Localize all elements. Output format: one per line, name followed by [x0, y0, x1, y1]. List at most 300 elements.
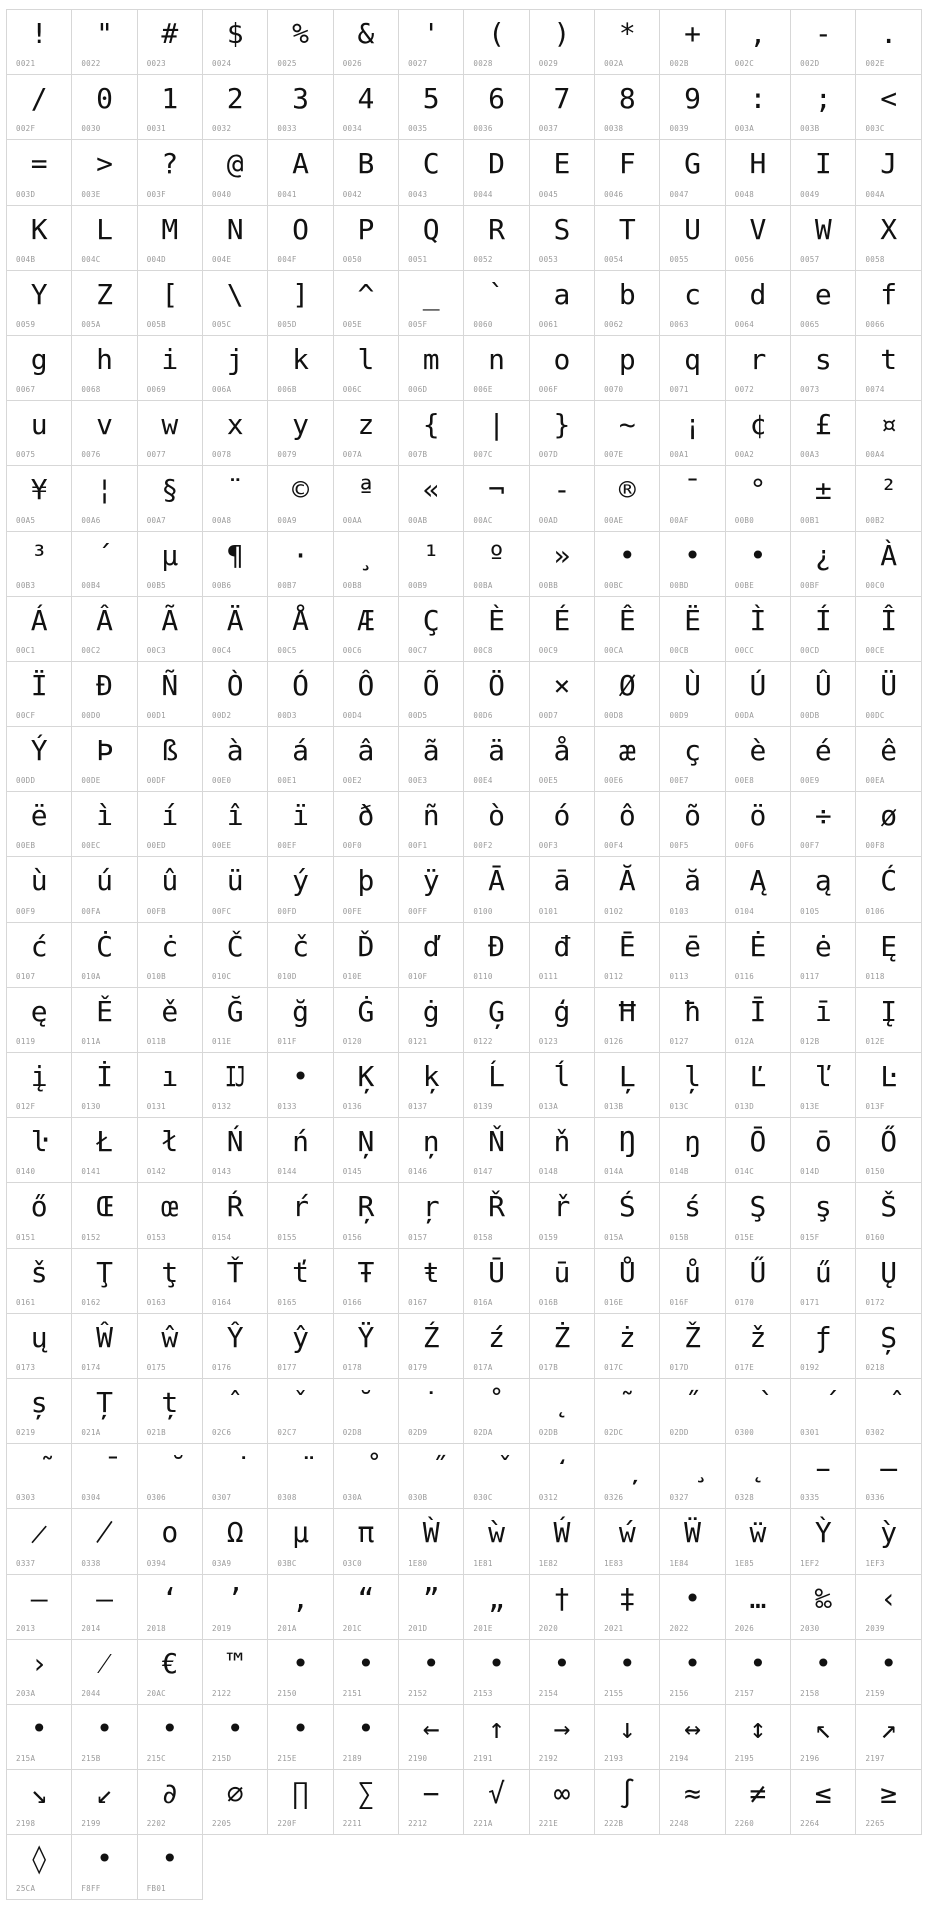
glyph-sample: ∂ [161, 1777, 179, 1811]
glyph-sample: ē [684, 929, 702, 963]
glyph-codepoint: 0022 [81, 59, 101, 69]
glyph-codepoint: 0043 [408, 189, 428, 199]
glyph-cell [72, 792, 137, 857]
glyph-sample: Ñ [161, 668, 179, 702]
glyph-cell [660, 75, 725, 140]
glyph-sample: L [96, 212, 113, 246]
glyph-sample: Ω [226, 1516, 244, 1550]
glyph-sample: 1 [161, 82, 179, 116]
glyph-codepoint: 00DD [16, 776, 36, 786]
glyph-cell [791, 401, 856, 466]
glyph-sample: ű [814, 1255, 832, 1289]
glyph-cell [660, 792, 725, 857]
glyph-codepoint: 2195 [734, 1754, 755, 1764]
glyph-codepoint: 2248 [669, 1819, 689, 1829]
glyph-codepoint: 007C [473, 450, 493, 460]
glyph-cell [7, 923, 72, 988]
glyph-sample: Ŀ [880, 1060, 898, 1093]
glyph-sample: Æ [357, 603, 375, 637]
glyph-codepoint: 215B [81, 1754, 101, 1764]
glyph-sample: Þ [96, 734, 113, 768]
glyph-codepoint: 0056 [734, 254, 755, 264]
glyph-sample: ź [488, 1320, 505, 1354]
glyph-codepoint: 0069 [146, 385, 166, 395]
glyph-codepoint: 0137 [408, 1102, 428, 1112]
glyph-codepoint: 0067 [16, 385, 36, 395]
glyph-sample: k [292, 342, 309, 376]
glyph-sample: ’ [226, 1581, 244, 1615]
glyph-sample: U [684, 212, 702, 246]
glyph-cell [856, 532, 921, 597]
glyph-sample: N [226, 212, 244, 246]
glyph-cell [726, 1509, 791, 1574]
glyph-cell [856, 75, 921, 140]
glyph-sample: @ [226, 147, 244, 181]
glyph-sample: Ỳ [814, 1516, 832, 1550]
glyph-sample: ³ [30, 538, 48, 572]
glyph-sample: Ŕ [226, 1190, 244, 1224]
glyph-sample: − [422, 1777, 440, 1811]
glyph-cell [464, 1183, 529, 1248]
glyph-cell [72, 466, 137, 531]
glyph-cell [530, 1444, 595, 1509]
glyph-cell [856, 1444, 921, 1509]
glyph-codepoint: 0059 [16, 319, 36, 329]
glyph-codepoint: 00D4 [342, 711, 362, 721]
glyph-sample: : [749, 82, 767, 116]
glyph-cell [791, 923, 856, 988]
glyph-codepoint: 017E [734, 1362, 755, 1372]
glyph-codepoint: 00F5 [669, 841, 689, 851]
glyph-codepoint: 00BB [538, 580, 559, 590]
glyph-codepoint: 0042 [342, 189, 362, 199]
glyph-codepoint: 015E [734, 1232, 755, 1242]
glyph-codepoint: 0307 [212, 1493, 232, 1503]
glyph-codepoint: 0065 [800, 319, 820, 329]
glyph-cell [334, 1118, 399, 1183]
glyph-codepoint: 0051 [408, 254, 428, 264]
glyph-sample: À [880, 538, 898, 572]
glyph-sample: Å [292, 603, 309, 637]
glyph-sample: ∏ [292, 1777, 309, 1811]
glyph-cell [660, 1183, 725, 1248]
glyph-cell [399, 1444, 464, 1509]
glyph-sample: ŧ [422, 1255, 440, 1289]
glyph-cell [334, 140, 399, 205]
glyph-sample [856, 1385, 920, 1421]
glyph-cell [660, 10, 725, 75]
glyph-sample: • [749, 538, 767, 572]
glyph-sample: ̒ [553, 1451, 571, 1485]
glyph-codepoint: 002D [800, 59, 820, 69]
glyph-codepoint: 02D8 [342, 1428, 362, 1438]
glyph-cell [72, 1183, 137, 1248]
glyph-codepoint: 0058 [865, 254, 885, 264]
glyph-codepoint: 0031 [146, 124, 166, 134]
glyph-cell [856, 923, 921, 988]
glyph-sample: • [684, 1646, 702, 1680]
glyph-cell [138, 1770, 203, 1835]
glyph-sample: ŕ [292, 1190, 309, 1224]
glyph-codepoint: 012A [734, 1037, 755, 1046]
glyph-cell [334, 1314, 399, 1379]
glyph-cell [7, 336, 72, 401]
glyph-sample: Ė [749, 929, 767, 963]
glyph-codepoint: 00D2 [212, 711, 232, 721]
glyph-cell [464, 1249, 529, 1314]
glyph-cell [595, 1575, 660, 1640]
glyph-sample: Ű [749, 1255, 767, 1289]
glyph-cell [399, 1640, 464, 1705]
glyph-sample: å [553, 734, 571, 768]
glyph-codepoint: 222B [604, 1819, 624, 1829]
glyph-codepoint: 0073 [800, 385, 820, 395]
glyph-codepoint: 007D [538, 450, 559, 460]
glyph-codepoint: 00E9 [800, 776, 820, 786]
glyph-cell [138, 662, 203, 727]
glyph-cell [464, 401, 529, 466]
glyph-cell [7, 857, 72, 922]
glyph-cell [530, 206, 595, 271]
glyph-cell [726, 597, 791, 662]
glyph-sample: ą [814, 864, 832, 898]
glyph-sample: / [30, 82, 48, 116]
glyph-sample: ˛ [553, 1385, 571, 1419]
glyph-sample: Á [30, 603, 48, 637]
glyph-cell [334, 401, 399, 466]
glyph-cell [268, 271, 333, 336]
glyph-sample: ˜ [618, 1385, 636, 1419]
glyph-codepoint: 2198 [16, 1819, 36, 1829]
glyph-sample: V [749, 212, 767, 246]
glyph-cell [203, 336, 268, 401]
glyph-sample: Ó [292, 668, 309, 702]
glyph-codepoint: 0173 [16, 1362, 36, 1372]
glyph-sample: õ [684, 799, 702, 833]
glyph-codepoint: 2193 [604, 1754, 624, 1764]
glyph-cell [856, 1314, 921, 1379]
glyph-codepoint: 00C7 [408, 645, 428, 655]
glyph-sample: Ę [880, 929, 898, 963]
glyph-sample: ” [422, 1581, 440, 1615]
glyph-codepoint: 2264 [800, 1819, 820, 1829]
glyph-cell [7, 401, 72, 466]
glyph-codepoint: 0038 [604, 124, 624, 134]
glyph-codepoint: 0123 [538, 1037, 559, 1046]
glyph-codepoint: 0136 [342, 1102, 362, 1112]
glyph-sample: t [880, 342, 898, 376]
glyph-codepoint: 00AB [408, 515, 428, 525]
glyph-sample: y [292, 408, 309, 442]
glyph-cell [595, 466, 660, 531]
glyph-codepoint: 0044 [473, 189, 493, 199]
glyph-cell [791, 792, 856, 857]
glyph-cell [399, 792, 464, 857]
glyph-cell [595, 1640, 660, 1705]
glyph-codepoint: 00B8 [342, 580, 362, 590]
glyph-sample: Ň [488, 1125, 505, 1159]
glyph-codepoint: 00F4 [604, 841, 624, 851]
glyph-codepoint: 0151 [16, 1232, 36, 1242]
glyph-cell [464, 206, 529, 271]
glyph-codepoint: 0165 [277, 1297, 297, 1307]
glyph-cell [138, 401, 203, 466]
glyph-cell [399, 271, 464, 336]
glyph-codepoint: 20AC [146, 1688, 166, 1698]
glyph-cell [595, 1249, 660, 1314]
glyph-sample: 4 [357, 82, 375, 116]
glyph-cell [530, 792, 595, 857]
glyph-cell [595, 923, 660, 988]
glyph-codepoint: 0119 [16, 1037, 36, 1046]
glyph-sample: đ [553, 929, 571, 963]
glyph-sample: - [553, 473, 571, 507]
glyph-codepoint: 2202 [146, 1819, 166, 1829]
glyph-codepoint: 004E [212, 254, 232, 264]
glyph-cell [138, 466, 203, 531]
glyph-sample: • [161, 1842, 179, 1876]
glyph-cell [138, 75, 203, 140]
glyph-cell [203, 857, 268, 922]
glyph-cell [856, 206, 921, 271]
glyph-codepoint: 2196 [800, 1754, 820, 1764]
glyph-sample: ů [684, 1255, 702, 1289]
glyph-sample: İ [96, 1060, 113, 1093]
glyph-cell [203, 923, 268, 988]
glyph-codepoint: 1EF2 [800, 1558, 820, 1568]
glyph-cell [464, 1705, 529, 1770]
glyph-cell [72, 140, 137, 205]
glyph-codepoint: 00F3 [538, 841, 559, 851]
glyph-cell [268, 597, 333, 662]
glyph-sample: Õ [422, 668, 440, 702]
glyph-sample: ‚ [292, 1581, 309, 1615]
glyph-sample: ó [553, 799, 571, 833]
glyph-sample: ș [30, 1385, 48, 1419]
glyph-codepoint: 00C0 [865, 580, 885, 590]
glyph-sample: ≤ [814, 1777, 832, 1811]
glyph-cell [268, 1183, 333, 1248]
glyph-cell [530, 662, 595, 727]
glyph-cell [464, 271, 529, 336]
glyph-cell [530, 1053, 595, 1118]
glyph-cell [334, 10, 399, 75]
glyph-sample: 0 [96, 82, 113, 116]
glyph-sample: ģ [553, 994, 571, 1028]
glyph-codepoint: 0175 [146, 1362, 166, 1372]
glyph-cell [138, 532, 203, 597]
glyph-cell [464, 140, 529, 205]
glyph-codepoint: 0192 [800, 1362, 820, 1372]
glyph-cell [334, 1509, 399, 1574]
glyph-cell [203, 727, 268, 792]
glyph-cell [268, 336, 333, 401]
glyph-codepoint: 010D [277, 971, 297, 981]
glyph-cell [595, 988, 660, 1053]
glyph-sample: š [30, 1255, 48, 1289]
glyph-sample: ţ [161, 1255, 179, 1289]
glyph-cell [72, 1575, 137, 1640]
glyph-sample: → [553, 1711, 571, 1745]
glyph-codepoint: 1E84 [669, 1558, 689, 1568]
glyph-cell [268, 401, 333, 466]
glyph-cell [399, 1053, 464, 1118]
glyph-codepoint: 201D [408, 1623, 428, 1633]
glyph-codepoint: 00B2 [865, 515, 885, 525]
glyph-codepoint: 2199 [81, 1819, 101, 1829]
glyph-cell [660, 727, 725, 792]
glyph-codepoint: 0130 [81, 1102, 101, 1112]
glyph-cell [660, 1118, 725, 1183]
glyph-codepoint: 00A7 [146, 515, 166, 525]
glyph-codepoint: 016B [538, 1297, 559, 1307]
glyph-sample: Ť [226, 1255, 244, 1289]
glyph-codepoint: 00BE [734, 580, 755, 590]
glyph-sample: # [161, 17, 179, 50]
glyph-codepoint: 00AD [538, 515, 559, 525]
glyph-sample: • [618, 1646, 636, 1680]
glyph-sample: G [684, 147, 702, 181]
glyph-cell [72, 1835, 137, 1900]
glyph-sample: Ś [618, 1190, 636, 1224]
glyph-codepoint: 00E2 [342, 776, 362, 786]
glyph-codepoint: 220F [277, 1819, 297, 1829]
glyph-codepoint: 014D [800, 1167, 820, 1177]
glyph-sample: Ä [226, 603, 244, 637]
glyph-cell [203, 1379, 268, 1444]
glyph-sample: ˆ [226, 1385, 244, 1419]
glyph-codepoint: 00B1 [800, 515, 820, 525]
glyph-codepoint: 00AA [342, 515, 362, 525]
glyph-cell [464, 10, 529, 75]
glyph-codepoint: 0143 [212, 1167, 232, 1177]
glyph-sample: ' [422, 17, 440, 50]
glyph-sample: | [488, 408, 505, 442]
glyph-sample: Ř [488, 1190, 505, 1224]
glyph-cell [856, 1249, 921, 1314]
glyph-sample: R [488, 212, 505, 246]
glyph-cell [138, 1444, 203, 1509]
glyph-codepoint: 011F [277, 1037, 297, 1046]
glyph-codepoint: 030A [342, 1493, 362, 1503]
glyph-cell [660, 532, 725, 597]
glyph-sample: ® [618, 473, 636, 507]
glyph-sample: ± [814, 473, 832, 507]
glyph-sample: X [880, 212, 898, 246]
glyph-cell [595, 532, 660, 597]
glyph-codepoint: 00E8 [734, 776, 755, 786]
glyph-codepoint: 2013 [16, 1623, 36, 1633]
glyph-sample: ¢ [749, 408, 767, 442]
glyph-codepoint: 0131 [146, 1102, 166, 1112]
glyph-sample: • [292, 1711, 309, 1745]
glyph-codepoint: 25CA [16, 1884, 36, 1894]
glyph-cell [268, 857, 333, 922]
glyph-cell [334, 662, 399, 727]
glyph-cell [856, 1379, 921, 1444]
glyph-cell [726, 336, 791, 401]
glyph-codepoint: 0052 [473, 254, 493, 264]
glyph-codepoint: 0144 [277, 1167, 297, 1177]
glyph-sample: × [553, 668, 571, 702]
glyph-codepoint: 0158 [473, 1232, 493, 1242]
glyph-sample: ù [30, 864, 48, 898]
glyph-cell [791, 271, 856, 336]
glyph-sample: Ń [226, 1125, 244, 1159]
glyph-cell [791, 1118, 856, 1183]
glyph-sample: _ [422, 277, 440, 311]
glyph-cell [72, 1444, 137, 1509]
glyph-cell [7, 988, 72, 1053]
glyph-sample: ẁ [488, 1516, 505, 1550]
glyph-codepoint: 0112 [604, 971, 624, 981]
glyph-codepoint: 0126 [604, 1037, 624, 1046]
glyph-cell [334, 857, 399, 922]
glyph-cell [138, 857, 203, 922]
glyph-sample: ↙ [96, 1777, 113, 1811]
glyph-codepoint: 0139 [473, 1102, 493, 1112]
glyph-codepoint: 0045 [538, 189, 559, 199]
glyph-sample: 5 [422, 82, 440, 116]
glyph-codepoint: 0076 [81, 450, 101, 460]
glyph-cell [464, 1444, 529, 1509]
glyph-sample: Ẅ [684, 1516, 702, 1550]
glyph-cell [268, 1575, 333, 1640]
glyph-cell [595, 75, 660, 140]
glyph-sample: ˘ [357, 1385, 375, 1419]
glyph-codepoint: 2014 [81, 1623, 101, 1633]
glyph-cell [726, 1379, 791, 1444]
glyph-cell [399, 727, 464, 792]
glyph-sample: ← [422, 1711, 440, 1745]
glyph-codepoint: 2018 [146, 1623, 166, 1633]
glyph-codepoint: 03C0 [342, 1558, 362, 1568]
glyph-cell [334, 1640, 399, 1705]
glyph-cell [530, 1705, 595, 1770]
glyph-sample: ¥ [30, 473, 48, 507]
glyph-cell [203, 10, 268, 75]
glyph-sample: d [749, 277, 767, 311]
glyph-codepoint: 00D8 [604, 711, 624, 721]
glyph-codepoint: 003E [81, 189, 101, 199]
glyph-cell [268, 466, 333, 531]
glyph-cell [595, 1314, 660, 1379]
glyph-codepoint: 0178 [342, 1362, 362, 1372]
glyph-sample: ẅ [749, 1516, 767, 1550]
glyph-codepoint: 00F7 [800, 841, 820, 851]
glyph-sample: Ļ [618, 1060, 636, 1093]
glyph-sample: F [618, 147, 636, 181]
glyph-sample: ú [96, 864, 113, 898]
glyph-cell [7, 466, 72, 531]
glyph-codepoint: 012B [800, 1037, 820, 1046]
glyph-cell [726, 1770, 791, 1835]
glyph-codepoint: 0177 [277, 1362, 297, 1372]
glyph-cell [464, 1053, 529, 1118]
glyph-cell [72, 662, 137, 727]
glyph-sample: • [292, 1060, 309, 1093]
glyph-sample: ç [684, 734, 702, 768]
glyph-codepoint: 0171 [800, 1297, 820, 1307]
glyph-cell [72, 1379, 137, 1444]
glyph-sample: m [422, 342, 440, 376]
glyph-codepoint: 0335 [800, 1493, 820, 1503]
glyph-codepoint: 00A4 [865, 450, 885, 460]
glyph-sample: Ï [30, 668, 48, 702]
glyph-cell [595, 857, 660, 922]
glyph-sample: ô [618, 799, 636, 833]
glyph-sample: = [30, 147, 48, 181]
